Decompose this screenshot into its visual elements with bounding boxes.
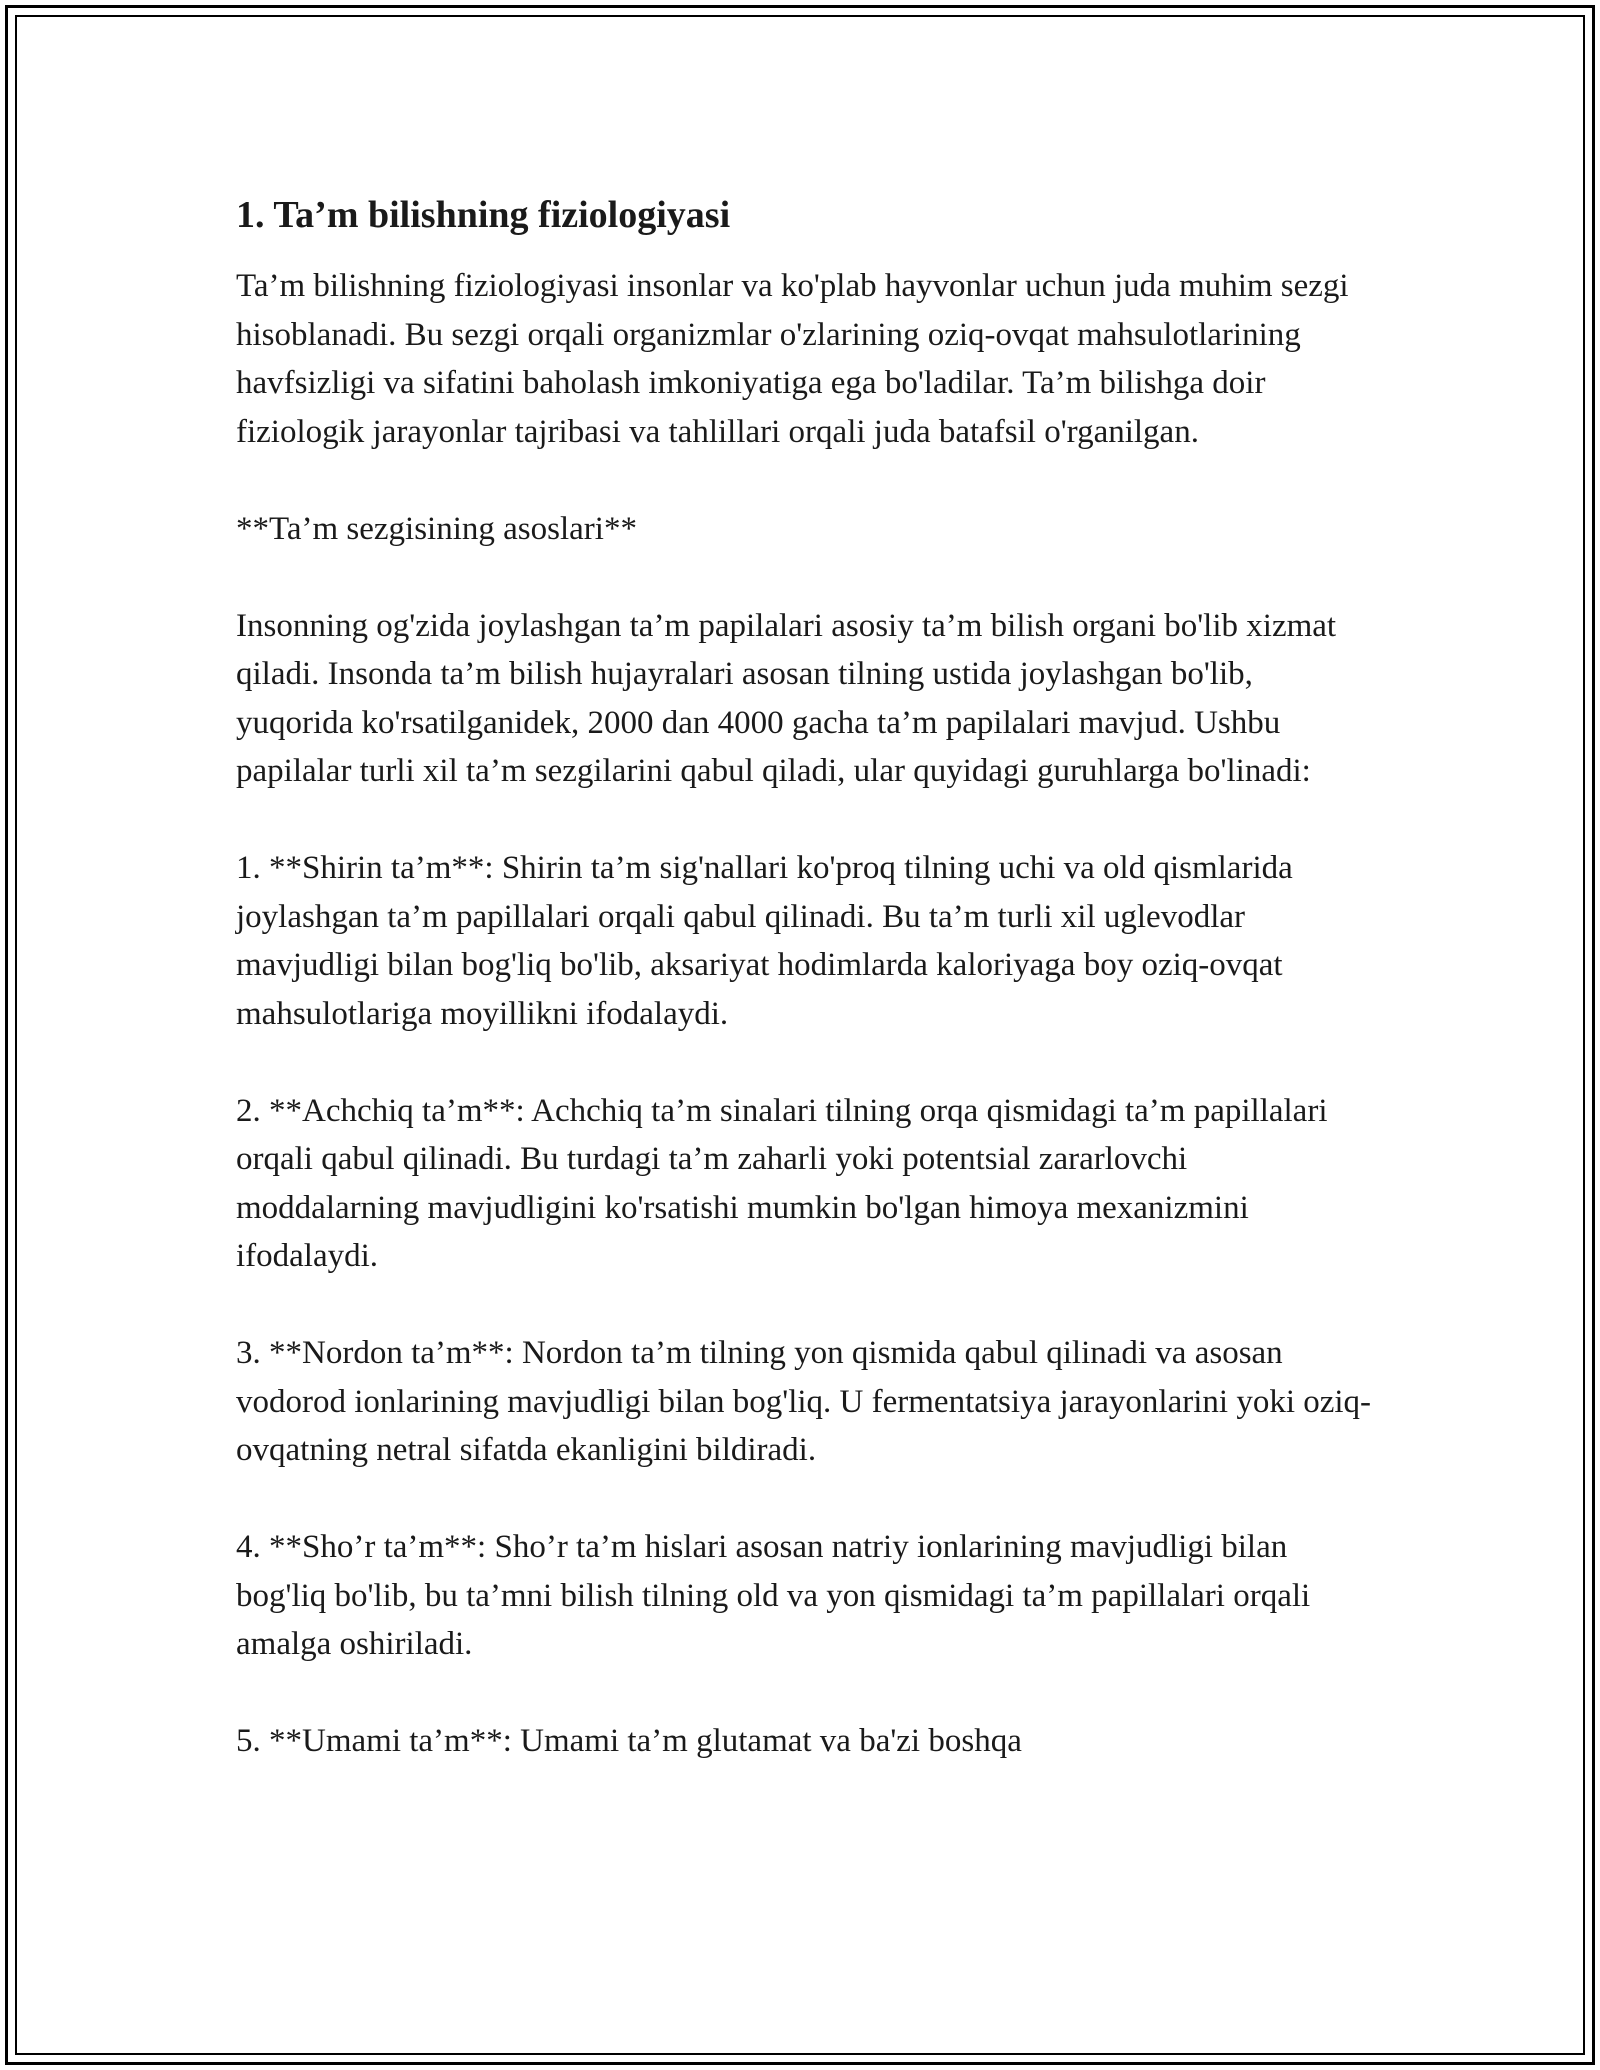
document-body: [236, 190, 1376, 1814]
section-heading-paragraph: **Ta’m sezgisining asoslari**: [236, 510, 637, 547]
list-item-bitter: 2. **Achchiq ta’m**: Achchiq ta’m sinalari tilning orqa qismidagi ta’m papillalari orqali qabul qilinadi. Bu turdagi ta’m zaharli yoki potentsial zararlovchi moddalarning mavjudligini ko'rsatishi mumkin bo'lgan himoya mexanizmini ifodalaydi.: [236, 1092, 1328, 1274]
list-item-sour: 3. **Nordon ta’m**: Nordon ta’m tilning yon qismida qabul qilinadi va asosan vodorod ionlarining mavjudligi bilan bog'liq. U fermentatsiya jarayonlarini yoki oziq-ovqatning netral sifatda ekanligini bildiradi.: [236, 1335, 1372, 1468]
list-item-sweet: 1. **Shirin ta’m**: Shirin ta’m sig'nallari ko'proq tilning uchi va old qismlarida joylashgan ta’m papillalari orqali qabul qilinadi. Bu ta’m turli xil uglevodlar mavjudligi bilan bog'liq bo'lib, aksariyat hodimlarda kaloriyaga boy oziq-ovqat mahsulotlariga moyillikni ifodalaydi.: [236, 850, 1293, 1032]
list-item-salty: 4. **Sho’r ta’m**: Sho’r ta’m hislari asosan natriy ionlarining mavjudligi bilan bog'liq bo'lib, bu ta’mni bilish tilning old va yon qismidagi ta’m papillalari orqali amalga oshiriladi.: [236, 1529, 1311, 1662]
intro-paragraph: Ta’m bilishning fiziologiyasi insonlar va ko'plab hayvonlar uchun juda muhim sezgi hisoblanadi. Bu sezgi orqali organizmlar o'zlarining oziq-ovqat mahsulotlarining havfsizligi va sifatini baholash imkoniyatiga ega bo'ladilar. Ta’m bilishga doir fiziologik jarayonlar tajribasi va tahlillari orqali juda batafsil o'rganilgan.: [236, 268, 1349, 450]
page-title: 1. Ta’m bilishning fiziologiyasi: [236, 194, 731, 236]
list-item-umami: 5. **Umami ta’m**: Umami ta’m glutamat va ba'zi boshqa: [236, 1723, 1022, 1759]
papilla-paragraph: Insonning og'zida joylashgan ta’m papilalari asosiy ta’m bilish organi bo'lib xizmat qiladi. Insonda ta’m bilish hujayralari asosan tilning ustida joylashgan bo'lib, yuqorida ko'rsatilganidek, 2000 dan 4000 gacha ta’m papilalari mavjud. Ushbu papilalar turli xil ta’m sezgilarini qabul qiladi, ular quyidagi guruhlarga bo'linadi:: [236, 607, 1337, 789]
